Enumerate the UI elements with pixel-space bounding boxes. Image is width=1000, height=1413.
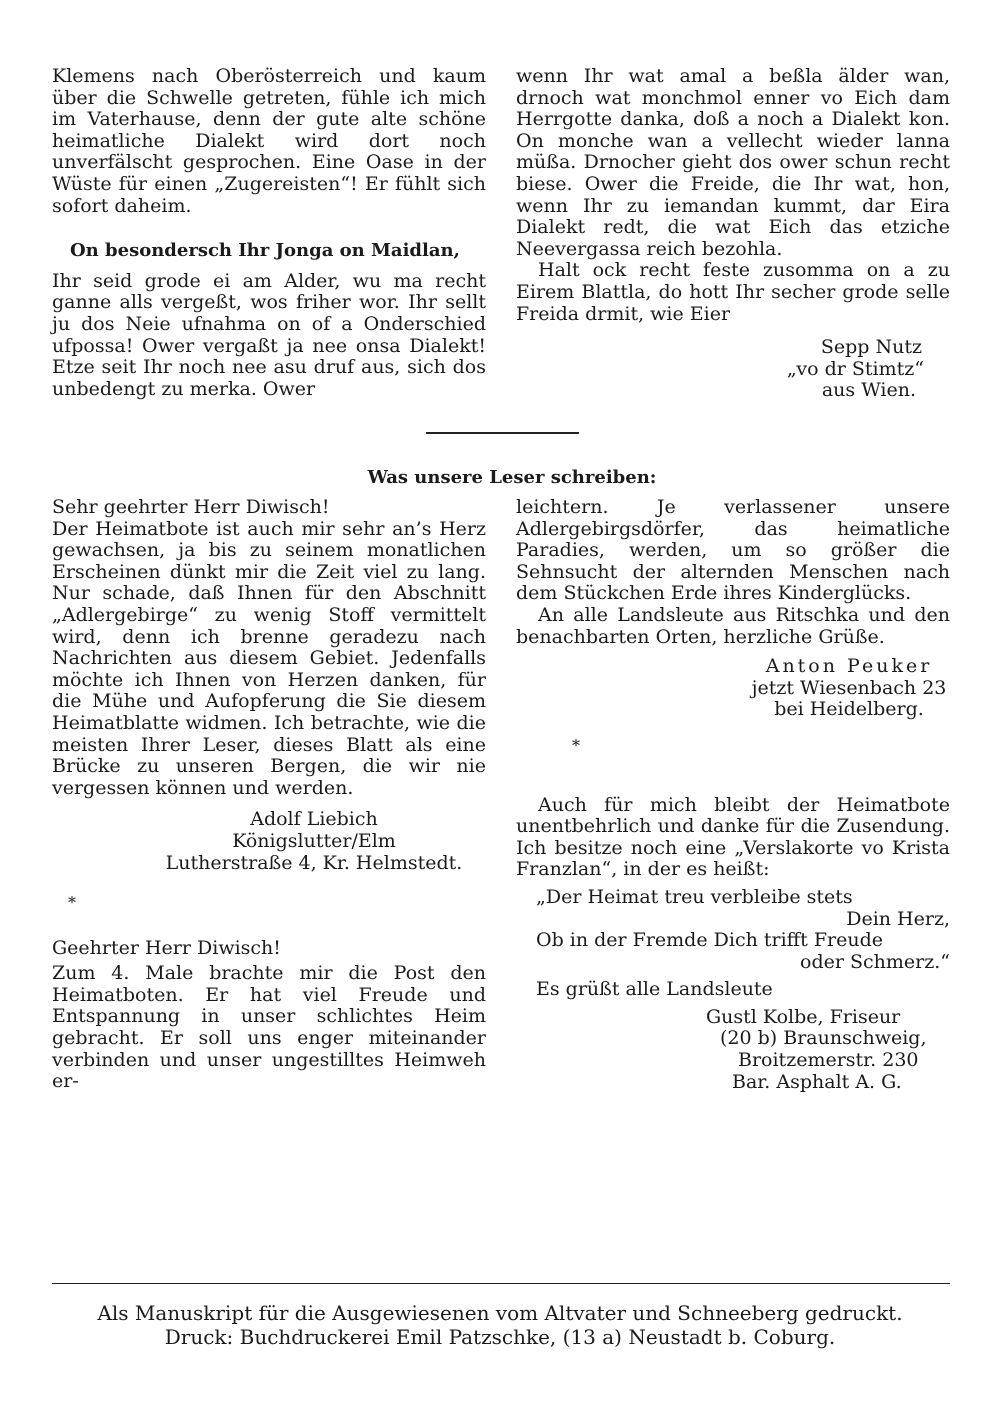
letter2-greeting: An alle Landsleute aus Ritschka und den benachbarten Orten, herzliche Grüße. — [516, 603, 950, 648]
intro-paragraph: Klemens nach Oberösterreich und kaum über die Schwelle getreten, fühle ich mich im Vaterhause, denn der gute alte schöne heimatliche Dialekt wird dort noch unverfälscht gesprochen. Eine Oase in der Wüste für einen „Zugereisten“! Er fühlt sich sofort daheim. — [52, 65, 486, 217]
letter3-greeting: Es grüßt alle Landsleute — [536, 978, 773, 1001]
poem-line-3: Ob in der Fremde Dich trifft Freude — [536, 929, 883, 952]
signature-sepp-nutz — [516, 337, 950, 402]
top-right-column — [516, 66, 950, 402]
footer-divider — [52, 1283, 950, 1284]
letter2-body-continued: leichtern. Je verlassener unsere Adlergebirgsdörfer, das heimatliche Paradies, werden, um so größer die Sehnsucht der alternden Menschen nach dem Stückchen Erde ihres Kinderglücks. — [516, 496, 950, 605]
closing-paragraph: Halt ock recht feste zusomma on a zu Eirem Blattla, do hott Ihr secher grode selle Freida drmit, wie Eier — [516, 259, 950, 325]
letter1-body: Der Heimatbote ist auch mir sehr an’s Herz gewachsen, ja bis zu seinem monatlichen Erscheinen dünkt mir die Zeit viel zu lang. Nur schade, daß Ihnen für den Abschnitt „Adlergebirge“ zu wenig Stoff vermittelt wird, denn ich brenne geradezu nach Nachrichten aus diesem Gebiet. Jedenfalls möchte ich Ihnen von Herzen danken, für die Mühe und Aufopferung die Sie diesem Heimatblatte widmen. Ich betrachte, wie die meisten Ihrer Leser, dieses Blatt als eine Brücke zu unseren Bergen, die wir nie vergessen können und werden. — [52, 517, 486, 799]
dialect-paragraph: Ihr seid grode ei am Alder, wu ma recht ganne alls vergeßt, wos friher wor. Ihr sellt ju dos Neie ufnahma on of a Onderschied ufpossa! Ower vergaßt ja nee onsa Dialekt! Etze seit Ihr noch nee asu druf aus, sich dos unbedengt zu merka. Ower — [52, 269, 486, 400]
signature-name: Adolf Liebich — [250, 808, 378, 831]
poem-line-1: „Der Heimat treu verbleibe stets — [536, 885, 853, 908]
letter3-signature — [516, 1007, 950, 1093]
letter1-salutation: Sehr geehrter Herr Diwisch! — [52, 496, 330, 518]
letter3-body: Auch für mich bleibt der Heimatbote unentbehrlich und danke für die Zusendung. Ich besitze noch eine „Verslakorte vo Krista Franzlan“, in der es heißt: — [516, 793, 950, 881]
separator-star: * — [572, 735, 580, 755]
signature-place: „vo dr Stimtz“ — [786, 357, 924, 380]
letter2-body: Zum 4. Male brachte mir die Post den Heimatboten. Er hat viel Freude und Entspannung in unser schlichtes Heim gebracht. Er soll uns enger miteinander verbinden und unser ungestilltes Heimweh er- — [52, 962, 486, 1093]
section-title: Was unsere Leser schreiben: — [367, 467, 657, 488]
signature-name: Sepp Nutz — [820, 336, 922, 359]
signature-company: Bar. Asphalt A. G. — [732, 1070, 902, 1093]
signature-city: (20 b) Braunschweig, — [720, 1027, 927, 1050]
footer-printer-note: Druck: Buchdruckerei Emil Patzschke, (13 a) Neustadt b. Coburg. — [164, 1325, 836, 1349]
letter2-salutation: Geehrter Herr Diwisch! — [52, 936, 281, 959]
letters-left-column — [52, 497, 486, 1093]
dialect-paragraph-continued: wenn Ihr wat amal a beßla älder wan, drnoch wat monchmol enner vo Eich dam Herrgotte danka, doß a noch a Dialekt kon. On monche wan a vellecht wieder lanna müßa. Drnocher gieht dos ower schun recht biese. Ower die Freide, die Ihr wat, hon, wenn Ihr zu iemandan kummt, dar Eira Dialekt redt, die wat Eich das etziche Neevergassa reich bezohla. — [516, 65, 950, 260]
letter2-signature — [516, 656, 950, 721]
letters-right-column — [516, 497, 950, 1093]
signature-city: bei Heidelberg. — [774, 698, 924, 721]
letter3-poem — [516, 887, 950, 973]
top-left-column — [52, 66, 486, 400]
signature-street: Broitzemerstr. 230 — [738, 1049, 919, 1072]
poem-line-2: Dein Herz, — [846, 907, 950, 930]
dialect-heading: On besondersch Ihr Jonga on Maidlan, — [70, 240, 460, 262]
signature-name: Anton Peuker — [765, 655, 933, 678]
signature-address: jetzt Wiesenbach 23 — [751, 676, 947, 699]
poem-line-4: oder Schmerz.“ — [800, 950, 950, 973]
signature-city: aus Wien. — [821, 379, 916, 402]
separator-star: * — [68, 893, 76, 913]
signature-address: Lutherstraße 4, Kr. Helmstedt. — [165, 851, 463, 874]
letter1-signature — [52, 809, 486, 874]
section-divider — [426, 432, 579, 434]
footer-manuscript-note: Als Manuskript für die Ausgewiesenen vom Altvater und Schneeberg gedruckt. — [97, 1301, 903, 1325]
signature-name: Gustl Kolbe, Friseur — [706, 1005, 901, 1028]
signature-city: Königslutter/Elm — [232, 829, 396, 852]
